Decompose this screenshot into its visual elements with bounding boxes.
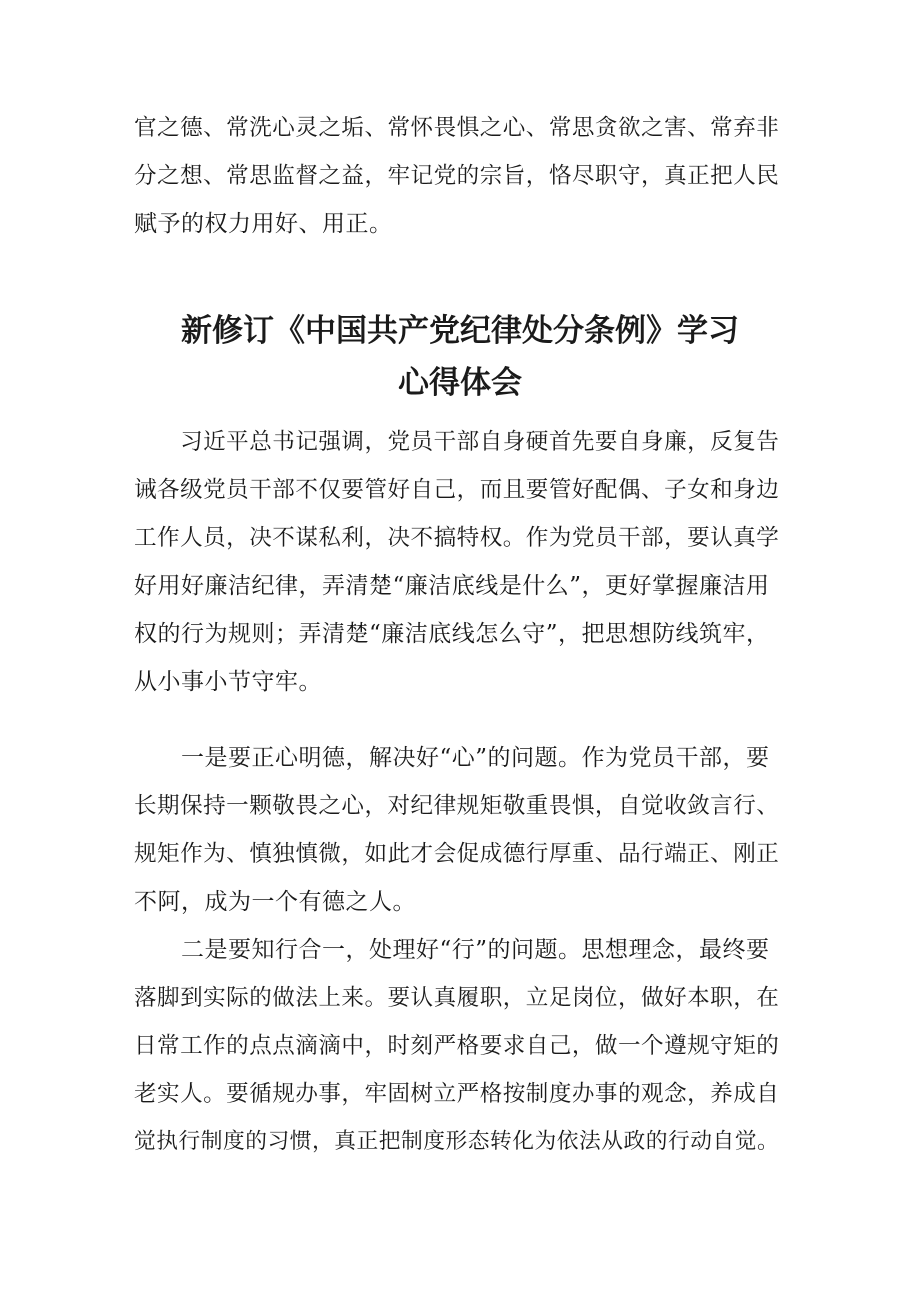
text-line: 一是要正心明德，解决好“心”的问题。作为党员干部，要 [134, 745, 770, 771]
title-line: 新修订《中国共产党纪律处分条例》学习 [181, 313, 739, 349]
continuation-paragraph [134, 104, 786, 248]
text-line: 二是要知行合一，处理好“行”的问题。思想理念，最终要 [134, 937, 770, 963]
text-line: 好用好廉洁纪律，弄清楚“廉洁底线是什么”，更好掌握廉洁用 [134, 573, 770, 599]
text-line: 赋予的权力用好、用正。 [134, 211, 393, 237]
text-line: 长期保持一颗敬畏之心，对纪律规矩敬重畏惧，自觉收敛言行、 [134, 793, 780, 819]
title-line: 心得体会 [398, 365, 522, 401]
paragraph-intro [134, 418, 786, 706]
paragraph-point-two [134, 926, 786, 1166]
text-line: 官之德、常洗心灵之垢、常怀畏惧之心、常思贪欲之害、常弃非 [134, 115, 780, 141]
text-line: 习近平总书记强调，党员干部自身硬首先要自身廉，反复告 [134, 429, 780, 455]
text-line: 觉执行制度的习惯，真正把制度形态转化为依法从政的行动自觉。 [134, 1129, 780, 1154]
paragraph-point-one [134, 734, 786, 926]
text-line: 不阿，成为一个有德之人。 [134, 889, 416, 915]
text-line: 诫各级党员干部不仅要管好自己，而且要管好配偶、子女和身边 [134, 477, 780, 503]
text-line: 分之想、常思监督之益，牢记党的宗旨，恪尽职守，真正把人民 [134, 163, 780, 189]
text-line: 权的行为规则；弄清楚“廉洁底线怎么守”，把思想防线筑牢， [134, 621, 770, 647]
document-title [110, 305, 810, 409]
text-line: 从小事小节守牢。 [134, 669, 322, 695]
text-line: 工作人员，决不谋私利，决不搞特权。作为党员干部，要认真学 [134, 525, 780, 551]
text-line: 规矩作为、慎独慎微，如此才会促成德行厚重、品行端正、刚正 [134, 841, 780, 867]
text-line: 落脚到实际的做法上来。要认真履职，立足岗位，做好本职，在 [134, 985, 780, 1011]
text-line: 老实人。要循规办事，牢固树立严格按制度办事的观念，养成自 [134, 1081, 780, 1107]
text-line: 日常工作的点点滴滴中，时刻严格要求自己，做一个遵规守矩的 [134, 1033, 780, 1059]
